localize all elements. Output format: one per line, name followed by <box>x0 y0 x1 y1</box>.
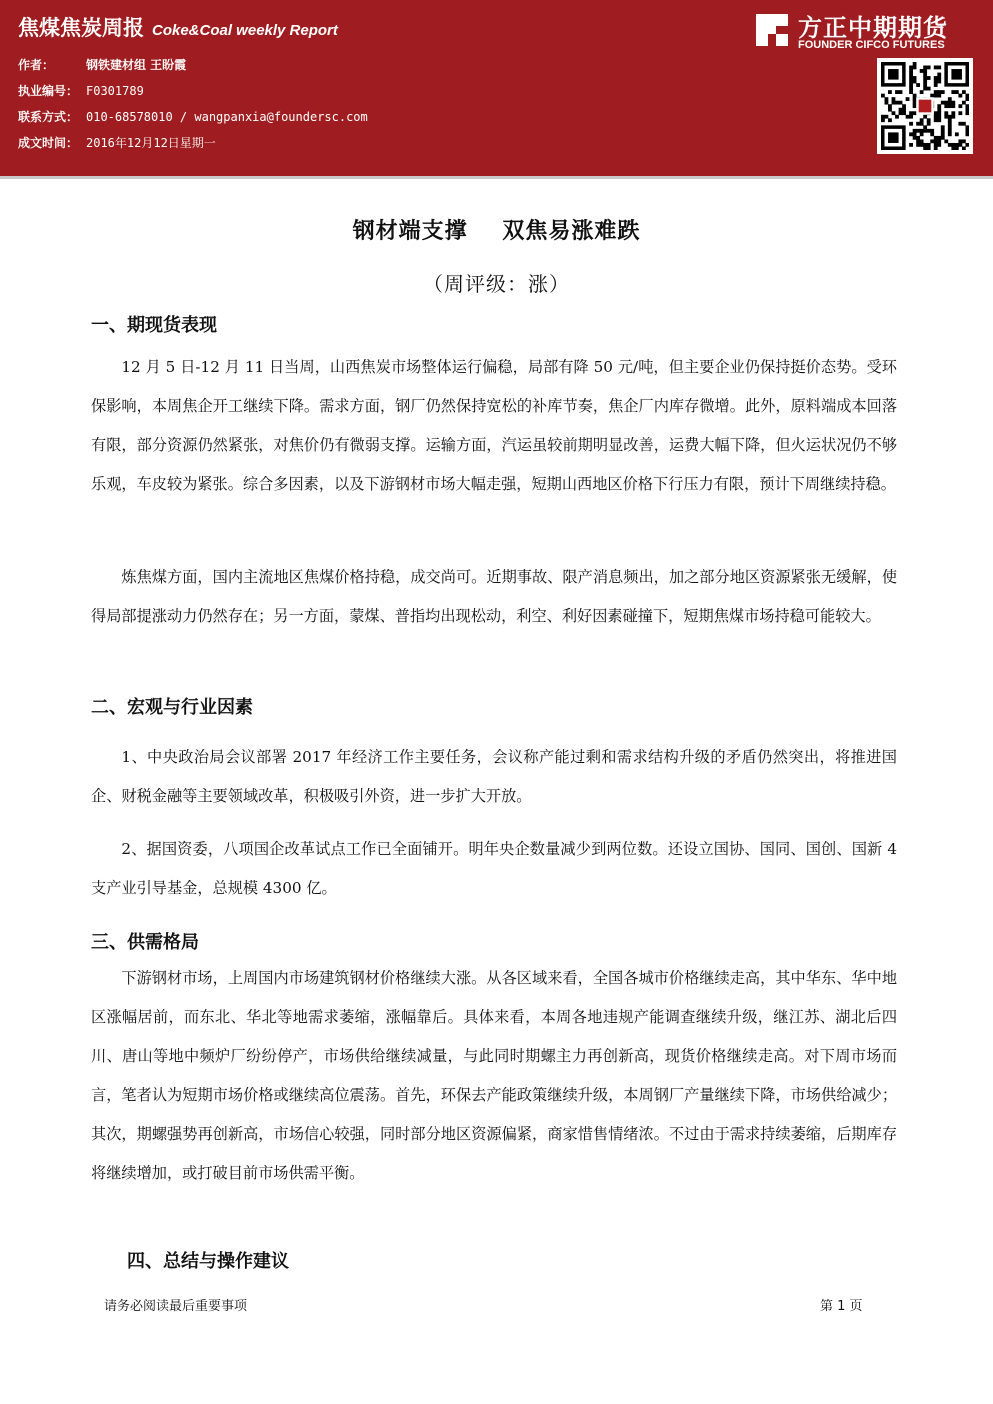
company-name-en: FOUNDER CIFCO FUTURES <box>798 39 945 51</box>
section-1-paragraph-1: 12 月 5 日-12 月 11 日当周，山西焦炭市场整体运行偏稳，局部有降 50 元/吨，但主要企业仍保持挺价态势。受环保影响，本周焦企开工继续下降。需求方面，钢厂仍然保持宽松的补库节奏，焦企厂内库存微增。此外，原料端成本回落有限，部分资源仍然紧张，对焦价仍有微弱支撑。运输方面，汽运虽较前期明显改善，运费大幅下降，但火运状况仍不够乐观，车皮较为紧张。综合多因素，以及下游钢材市场大幅走强，短期山西地区价格下行压力有限，预计下周继续持稳。 <box>91 358 897 493</box>
section-2-paragraph-1: 1、中央政治局会议部署 2017 年经济工作主要任务，会议称产能过剩和需求结构升级的矛盾仍然突出，将推进国企、财税金融等主要领域改革，积极吸引外资，进一步扩大开放。 <box>91 748 897 805</box>
report-header <box>0 0 993 176</box>
title-part-2: 双焦易涨难跌 <box>502 219 641 244</box>
report-title-en: Coke&Coal weekly Report <box>152 22 338 39</box>
report-title <box>18 12 338 42</box>
author-row <box>18 56 186 73</box>
weekly-rating: （周评级：涨） <box>423 272 570 296</box>
license-row <box>18 82 144 99</box>
contact-value: 010-68578010 / wangpanxia@foundersc.com <box>86 110 368 124</box>
section-4-heading: 四、总结与操作建议 <box>127 1251 289 1272</box>
section-1-paragraph-2: 炼焦煤方面，国内主流地区焦煤价格持稳，成交尚可。近期事故、限产消息频出，加之部分地区资源紧张无缓解，使得局部提涨动力仍然存在；另一方面，蒙煤、普指均出现松动，利空、利好因素碰撞下，短期焦煤市场持稳可能较大。 <box>91 568 897 625</box>
page-number: 第 1 页 <box>820 1299 863 1314</box>
section-2-paragraph-2: 2、据国资委，八项国企改革试点工作已全面铺开。明年央企数量减少到两位数。还设立国协、国同、国创、国新 4 支产业引导基金，总规模 4300 亿。 <box>91 840 897 897</box>
contact-label: 联系方式： <box>18 110 79 124</box>
author-value: 钢铁建材组 王盼霞 <box>86 58 187 72</box>
company-logo-icon <box>754 12 790 48</box>
section-3-paragraph-1: 下游钢材市场，上周国内市场建筑钢材价格继续大涨。从各区域来看，全国各城市价格继续走高，其中华东、华中地区涨幅居前，而东北、华北等地需求萎缩，涨幅靠后。具体来看，本周各地违规产能调查继续升级，继江苏、湖北后四川、唐山等地中频炉厂纷纷停产，市场供给继续减量，与此同时期螺主力再创新高，现货价格继续走高。对下周市场而言，笔者认为短期市场价格或继续高位震荡。首先，环保去产能政策继续升级，本周钢厂产量继续下降，市场供给减少；其次，期螺强势再创新高，市场信心较强，同时部分地区资源偏紧，商家惜售情绪浓。不过由于需求持续萎缩，后期库存将继续增加，或打破目前市场供需平衡。 <box>91 969 897 1182</box>
document-title <box>0 214 993 245</box>
title-part-1: 钢材端支撑 <box>352 219 468 244</box>
author-label: 作者： <box>18 58 55 72</box>
qr-code-icon <box>881 62 969 150</box>
contact-row <box>18 108 368 125</box>
date-value: 2016年12月12日星期一 <box>86 136 216 150</box>
report-title-cn: 焦煤焦炭周报 <box>18 16 144 40</box>
section-3-heading: 三、供需格局 <box>91 932 199 953</box>
section-2-heading: 二、宏观与行业因素 <box>91 697 253 718</box>
header-divider <box>0 176 993 179</box>
company-brand <box>750 6 985 56</box>
date-label: 成文时间： <box>18 136 79 150</box>
date-row <box>18 134 216 151</box>
company-name-cn: 方正中期期货 <box>798 14 948 42</box>
section-1-heading: 一、期现货表现 <box>91 315 217 336</box>
license-value: F0301789 <box>86 84 144 98</box>
license-label: 执业编号： <box>18 84 79 98</box>
footer-disclaimer: 请务必阅读最后重要事项 <box>104 1299 248 1314</box>
qr-code <box>877 58 973 154</box>
